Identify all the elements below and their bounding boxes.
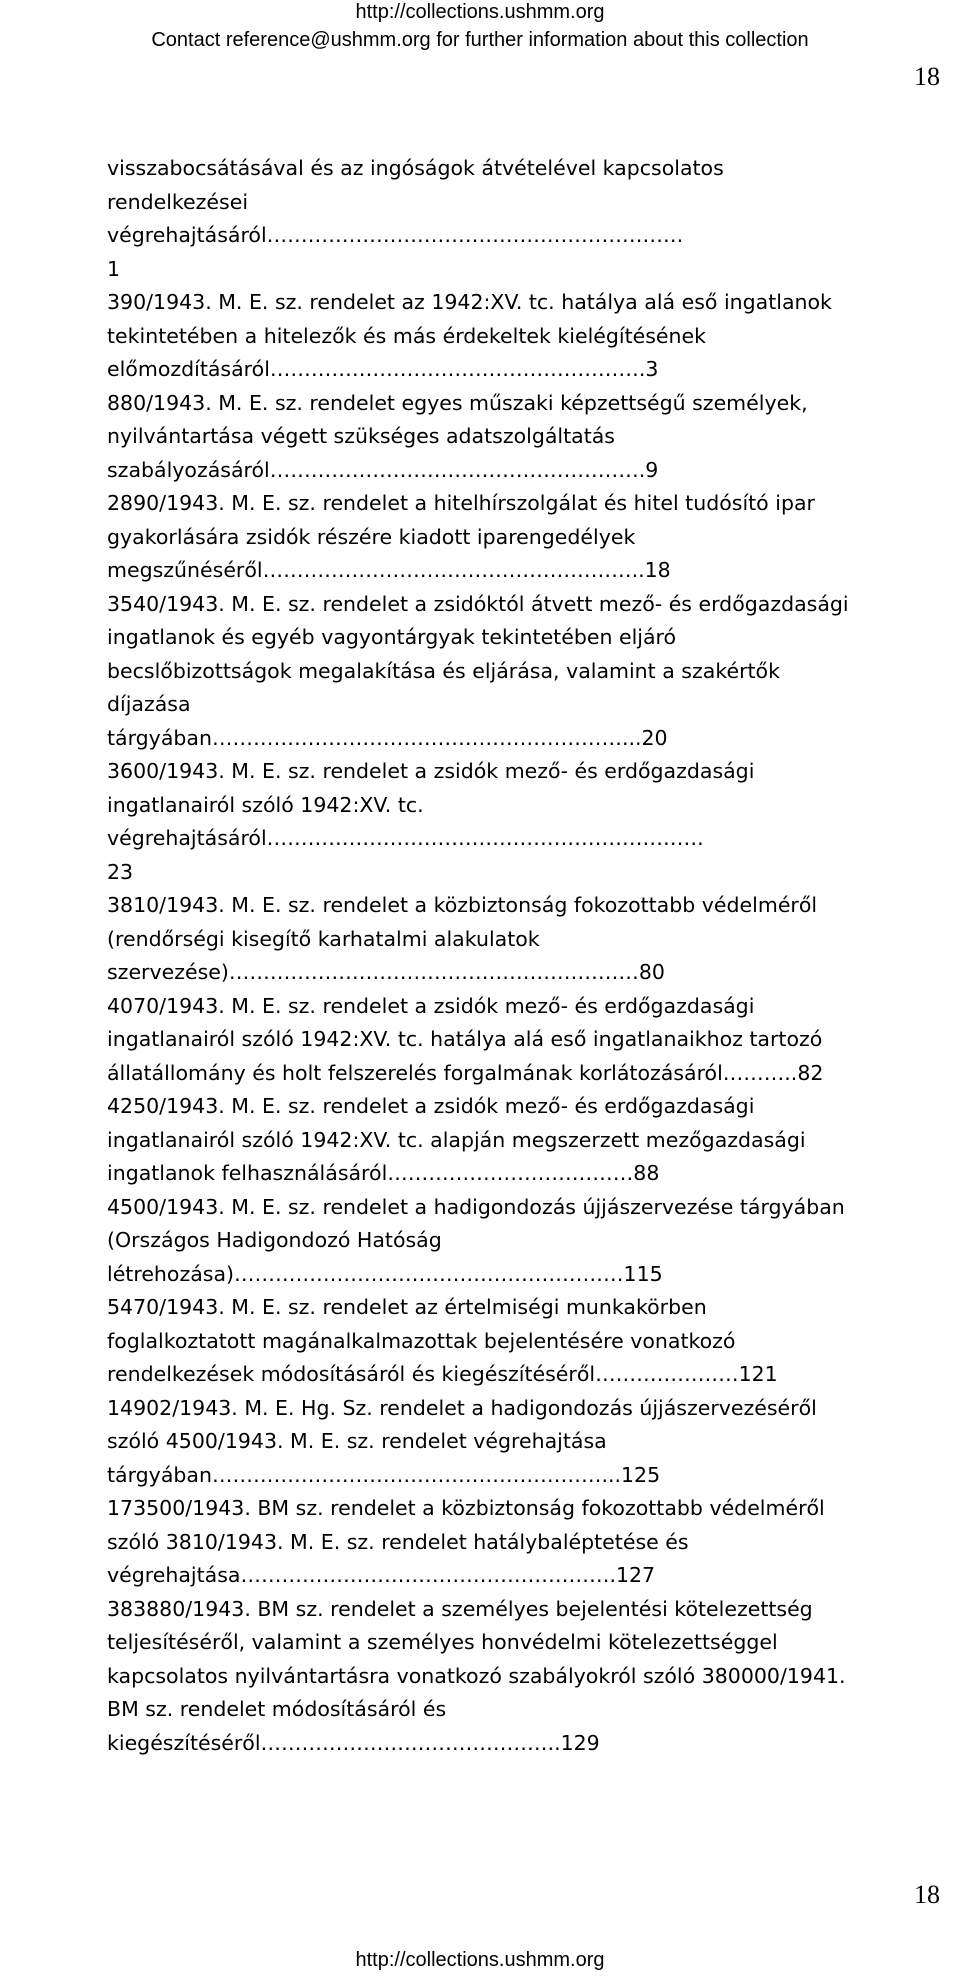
text-line: 173500/1943. BM sz. rendelet a közbiztonság fokozottabb védelméről [107, 1496, 825, 1520]
text-line: 3810/1943. M. E. sz. rendelet a közbiztonság fokozottabb védelméről [107, 893, 818, 917]
text-line: tekintetében a hitelezők és más érdekeltek kielégítésének [107, 323, 707, 348]
text-line: ingatlanairól szóló 1942:XV. tc. [107, 792, 424, 817]
text-line: kiegészítéséről……………………………………..129 [107, 1730, 600, 1755]
header-contact-note: Contact reference@ushmm.org for further information about this collection [151, 29, 809, 51]
text-line: BM sz. rendelet módosításáról és [107, 1697, 447, 1721]
text-line: 23 [107, 859, 134, 884]
text-line: nyilvántartása végett szükséges adatszolgáltatás [107, 424, 615, 448]
header-url: http://collections.ushmm.org [355, 1, 605, 23]
page-number-bottom: 18 [914, 1880, 940, 1909]
text-line: teljesítéséről, valamint a személyes honvédelmi kötelezettséggel [107, 1630, 778, 1654]
text-line: 1 [107, 256, 121, 281]
text-line: 2890/1943. M. E. sz. rendelet a hitelhírszolgálat és hitel tudósító ipar [107, 491, 815, 515]
text-line: ingatlanok felhasználásáról………………………………88 [107, 1161, 660, 1185]
text-line: foglalkoztatott magánalkalmazottak bejelentésére vonatkozó [107, 1328, 736, 1353]
text-line: rendelkezések módosításáról és kiegészítéséről…………………121 [107, 1362, 778, 1386]
text-line: szóló 4500/1943. M. E. sz. rendelet végrehajtása [107, 1429, 607, 1453]
text-line: végrehajtása……………………………………………….127 [107, 1563, 656, 1587]
text-line: szóló 3810/1943. M. E. sz. rendelet hatálybaléptetése és [107, 1529, 689, 1554]
text-line: előmozdításáról……………………………………………….3 [107, 357, 659, 381]
text-line: 3600/1943. M. E. sz. rendelet a zsidók mező- és erdőgazdasági [107, 759, 755, 783]
text-line: 5470/1943. M. E. sz. rendelet az értelmiségi munkakörben [107, 1295, 707, 1319]
text-line: (rendőrségi kisegítő karhatalmi alakulatok [107, 926, 540, 951]
text-line: végrehajtásáról………………………………………………………. [107, 826, 704, 850]
text-line: díjazása [107, 692, 191, 716]
footer-url: http://collections.ushmm.org [355, 1949, 605, 1971]
text-line: becslőbizottságok megalakítása és eljárása, valamint a szakértők [107, 658, 780, 683]
text-line: rendelkezései [107, 189, 249, 214]
text-line: 383880/1943. BM sz. rendelet a személyes bejelentési kötelezettség [107, 1596, 813, 1621]
text-line: 4250/1943. M. E. sz. rendelet a zsidók mező- és erdőgazdasági [107, 1094, 755, 1118]
text-line: tárgyában…………………………………………………...125 [107, 1462, 661, 1487]
text-line: gyakorlására zsidók részére kiadott iparengedélyek [107, 524, 636, 549]
text-line: 14902/1943. M. E. Hg. Sz. rendelet a hadigondozás újjászervezéséről [107, 1395, 817, 1420]
document-body [107, 152, 947, 1760]
text-line: ingatlanairól szóló 1942:XV. tc. hatálya alá eső ingatlanaikhoz tartozó [107, 1027, 823, 1051]
text-line: szabályozásáról……………………………………………….9 [107, 457, 659, 482]
text-line: ingatlanairól szóló 1942:XV. tc. alapján megszerzett mezőgazdasági [107, 1127, 806, 1152]
text-line: 3540/1943. M. E. sz. rendelet a zsidóktól átvett mező- és erdőgazdasági [107, 591, 849, 616]
text-line: (Országos Hadigondozó Hatóság [107, 1228, 442, 1252]
text-line: végrehajtásáról……………………………………………………. [107, 223, 684, 247]
text-line: tárgyában……………………………………………………...20 [107, 725, 668, 750]
text-line: 4070/1943. M. E. sz. rendelet a zsidók mező- és erdőgazdasági [107, 993, 755, 1018]
text-line: szervezése)……………………………………………………80 [107, 960, 665, 984]
text-line: megszűnéséről………………………………………………..18 [107, 558, 671, 582]
text-line: kapcsolatos nyilvántartásra vonatkozó szabályokról szóló 380000/1941. [107, 1663, 846, 1688]
text-line: visszabocsátásával és az ingóságok átvételével kapcsolatos [107, 156, 724, 180]
text-line: létrehozása)…………………………………………………115 [107, 1261, 663, 1286]
text-line: 390/1943. M. E. sz. rendelet az 1942:XV. tc. hatálya alá eső ingatlanok [107, 290, 832, 314]
page-number-top: 18 [914, 62, 940, 91]
text-line: 880/1943. M. E. sz. rendelet egyes műszaki képzettségű személyek, [107, 390, 808, 415]
text-line: állatállomány és holt felszerelés forgalmának korlátozásáról………..82 [107, 1060, 824, 1085]
text-line: ingatlanok és egyéb vagyontárgyak tekintetében eljáró [107, 625, 677, 649]
text-line: 4500/1943. M. E. sz. rendelet a hadigondozás újjászervezése tárgyában [107, 1194, 845, 1219]
